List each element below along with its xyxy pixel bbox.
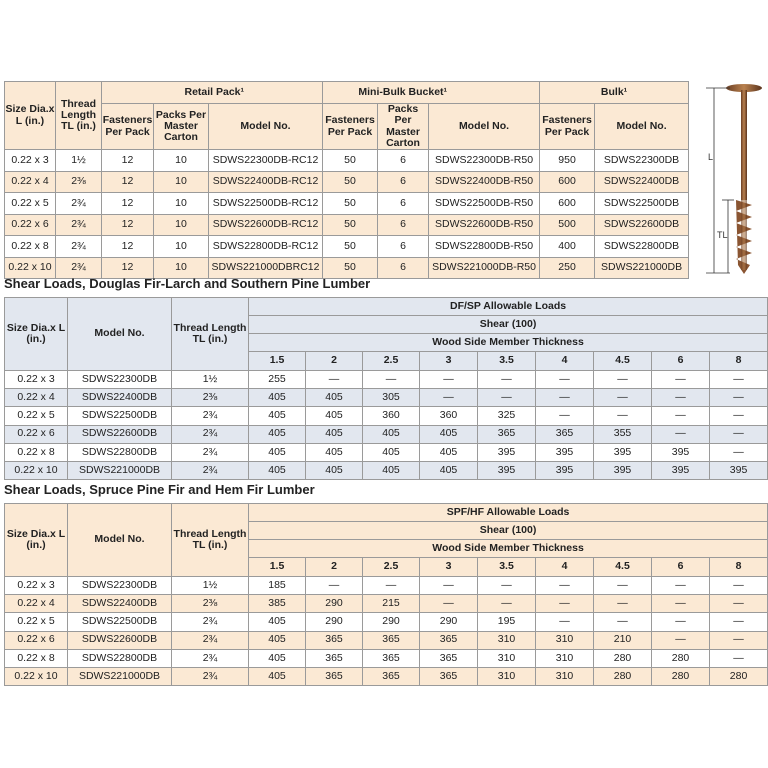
screw-diagram	[700, 78, 764, 278]
table-cell: 405	[306, 461, 363, 479]
thickness-col-header: 4.5	[594, 558, 652, 577]
table-cell: 310	[536, 649, 594, 667]
table-cell: 395	[594, 443, 652, 461]
table-cell: 0.22 x 6	[5, 214, 56, 236]
table-cell: 405	[249, 649, 306, 667]
table-cell: 50	[323, 150, 378, 172]
table-cell: —	[652, 631, 710, 649]
shear-header: Shear (100)	[249, 522, 768, 540]
table-cell: 405	[306, 389, 363, 407]
bulk-header: Bulk¹	[540, 82, 689, 104]
table-cell: 280	[710, 667, 768, 685]
table-cell: 0.22 x 5	[5, 613, 68, 631]
table-cell: 405	[306, 443, 363, 461]
table-cell: 12	[102, 236, 154, 258]
table-cell: 6	[378, 193, 429, 215]
table-cell: 2¾	[172, 667, 249, 685]
table-cell: SDWS221000DBRC12	[209, 257, 323, 279]
table-cell: —	[478, 389, 536, 407]
table-cell: 0.22 x 4	[5, 389, 68, 407]
table-cell: 0.22 x 3	[5, 150, 56, 172]
table-cell: 405	[249, 425, 306, 443]
table-cell: 0.22 x 6	[5, 631, 68, 649]
table-cell: 950	[540, 150, 595, 172]
table-cell: 405	[306, 425, 363, 443]
thickness-col-header: 2.5	[363, 352, 420, 371]
table-cell: SDWS22500DB-RC12	[209, 193, 323, 215]
table-cell: 365	[306, 667, 363, 685]
table-cell: 12	[102, 257, 154, 279]
table-cell: 365	[363, 649, 420, 667]
table-cell: 215	[363, 595, 420, 613]
table-cell: 600	[540, 171, 595, 193]
table-cell: 405	[363, 443, 420, 461]
table-cell: 280	[652, 667, 710, 685]
table-cell: 310	[478, 649, 536, 667]
table-cell: 405	[363, 461, 420, 479]
table-cell: 325	[478, 407, 536, 425]
table-cell: SDWS22300DB-R50	[429, 150, 540, 172]
col-model-header: Model No.	[68, 504, 172, 577]
table-cell: 10	[154, 236, 209, 258]
thickness-col-header: 8	[710, 352, 768, 371]
table-row	[5, 443, 768, 461]
table-cell: —	[710, 443, 768, 461]
table-row	[5, 649, 768, 667]
table-cell: 12	[102, 193, 154, 215]
table-cell: 12	[102, 150, 154, 172]
packaging-table	[4, 81, 689, 279]
table-cell: —	[363, 371, 420, 389]
table-cell: 405	[249, 667, 306, 685]
table-cell: 405	[249, 443, 306, 461]
table-cell: SDWS22600DB	[595, 214, 689, 236]
thickness-col-header: 2	[306, 558, 363, 577]
table-cell: —	[594, 613, 652, 631]
table-cell: 50	[323, 257, 378, 279]
table-cell: 2¾	[172, 425, 249, 443]
table-cell: 365	[306, 649, 363, 667]
table-cell: 12	[102, 171, 154, 193]
table-cell: —	[652, 407, 710, 425]
table-row	[5, 425, 768, 443]
thickness-col-header: 3.5	[478, 352, 536, 371]
table-cell: SDWS22800DB	[68, 649, 172, 667]
table-cell: 0.22 x 6	[5, 425, 68, 443]
table-cell: —	[306, 371, 363, 389]
table-cell: 310	[478, 631, 536, 649]
table-cell: SDWS22400DB	[68, 389, 172, 407]
retail-packs-header: Packs Per Master Carton	[154, 104, 209, 150]
thickness-col-header: 6	[652, 352, 710, 371]
table-cell: 305	[363, 389, 420, 407]
table-cell: SDWS22800DB-RC12	[209, 236, 323, 258]
table-cell: SDWS22300DB-RC12	[209, 150, 323, 172]
thickness-col-header: 4.5	[594, 352, 652, 371]
table-row	[5, 667, 768, 685]
table-cell: —	[363, 577, 420, 595]
table-cell: 210	[594, 631, 652, 649]
col-size-header: Size Dia.x L (in.)	[5, 298, 68, 371]
thread-length-label: TL	[717, 230, 728, 240]
table-cell: 0.22 x 4	[5, 595, 68, 613]
table-row	[5, 613, 768, 631]
table-cell: 6	[378, 150, 429, 172]
table-cell: —	[594, 371, 652, 389]
table-cell: 395	[478, 461, 536, 479]
table-cell: SDWS22300DB	[68, 371, 172, 389]
table-cell: 6	[378, 171, 429, 193]
table-cell: —	[536, 613, 594, 631]
table-cell: 290	[420, 613, 478, 631]
table-cell: 2¾	[172, 613, 249, 631]
table-row	[5, 150, 689, 172]
table-cell: SDWS22800DB	[68, 443, 172, 461]
table-cell: 1½	[172, 577, 249, 595]
table-row	[5, 236, 689, 258]
table-cell: —	[478, 577, 536, 595]
thickness-col-header: 6	[652, 558, 710, 577]
table-cell: SDWS22500DB	[68, 407, 172, 425]
table-cell: 360	[363, 407, 420, 425]
table-cell: SDWS221000DB	[595, 257, 689, 279]
table-cell: 405	[249, 613, 306, 631]
table-cell: —	[710, 595, 768, 613]
table-cell: SDWS22400DB-RC12	[209, 171, 323, 193]
table-cell: —	[420, 577, 478, 595]
col-thread-header: Thread Length TL (in.)	[172, 298, 249, 371]
allowable-loads-header: SPF/HF Allowable Loads	[249, 504, 768, 522]
table-cell: —	[710, 613, 768, 631]
thickness-col-header: 3.5	[478, 558, 536, 577]
table-cell: 6	[378, 214, 429, 236]
table-cell: SDWS22600DB-RC12	[209, 214, 323, 236]
table-cell: 395	[652, 461, 710, 479]
table-cell: 310	[536, 631, 594, 649]
table-cell: SDWS221000DB	[68, 461, 172, 479]
table-cell: 0.22 x 10	[5, 257, 56, 279]
table-cell: —	[710, 649, 768, 667]
retail-fasteners-header: Fasteners Per Pack	[102, 104, 154, 150]
table-cell: 405	[249, 461, 306, 479]
table-cell: 250	[540, 257, 595, 279]
table-cell: 2¾	[56, 193, 102, 215]
table-cell: 10	[154, 257, 209, 279]
table-cell: 280	[594, 649, 652, 667]
table-cell: —	[710, 407, 768, 425]
table-cell: 12	[102, 214, 154, 236]
table-cell: SDWS22600DB	[68, 631, 172, 649]
table-cell: 2¾	[172, 407, 249, 425]
table-row	[5, 389, 768, 407]
table-row	[5, 595, 768, 613]
mini-bulk-header: Mini-Bulk Bucket¹	[323, 82, 540, 104]
table-cell: 195	[478, 613, 536, 631]
table-cell: SDWS221000DB	[68, 667, 172, 685]
table-cell: 2¾	[56, 257, 102, 279]
table-row	[5, 171, 689, 193]
table-cell: SDWS22500DB	[595, 193, 689, 215]
table-cell: 290	[306, 595, 363, 613]
table-cell: 10	[154, 193, 209, 215]
table-cell: 0.22 x 4	[5, 171, 56, 193]
table-cell: —	[594, 595, 652, 613]
shear-header: Shear (100)	[249, 316, 768, 334]
table-cell: 50	[323, 171, 378, 193]
table-cell: 2¾	[172, 461, 249, 479]
table-cell: 290	[306, 613, 363, 631]
table-cell: 365	[363, 667, 420, 685]
length-label: L	[708, 152, 714, 162]
table-cell: 310	[536, 667, 594, 685]
table-cell: 395	[536, 443, 594, 461]
col-size-header: Size Dia.x L (in.)	[5, 82, 56, 150]
table-cell: —	[536, 389, 594, 407]
spfhf-title: Shear Loads, Spruce Pine Fir and Hem Fir Lumber	[4, 482, 315, 497]
table-cell: 405	[420, 425, 478, 443]
table-cell: 365	[420, 649, 478, 667]
table-row	[5, 371, 768, 389]
thickness-col-header: 3	[420, 558, 478, 577]
table-cell: 395	[652, 443, 710, 461]
table-cell: 6	[378, 236, 429, 258]
thickness-col-header: 2.5	[363, 558, 420, 577]
col-size-header: Size Dia.x L (in.)	[5, 504, 68, 577]
table-cell: —	[710, 389, 768, 407]
table-cell: 280	[594, 667, 652, 685]
col-thread-header: Thread Length TL (in.)	[172, 504, 249, 577]
bulk-model-header: Model No.	[595, 104, 689, 150]
table-cell: 2⅜	[172, 389, 249, 407]
thickness-header: Wood Side Member Thickness	[249, 540, 768, 558]
table-cell: 2¾	[56, 214, 102, 236]
table-cell: 6	[378, 257, 429, 279]
table-cell: SDWS22400DB	[595, 171, 689, 193]
table-cell: 10	[154, 150, 209, 172]
table-cell: 185	[249, 577, 306, 595]
table-cell: —	[536, 371, 594, 389]
bucket-fasteners-header: Fasteners Per Pack	[323, 104, 378, 150]
table-cell: —	[420, 595, 478, 613]
allowable-loads-header: DF/SP Allowable Loads	[249, 298, 768, 316]
table-cell: —	[652, 371, 710, 389]
table-cell: 395	[536, 461, 594, 479]
table-cell: —	[594, 407, 652, 425]
table-cell: 500	[540, 214, 595, 236]
table-cell: —	[652, 613, 710, 631]
table-cell: 255	[249, 371, 306, 389]
table-cell: —	[710, 631, 768, 649]
thickness-col-header: 1.5	[249, 558, 306, 577]
table-cell: —	[652, 577, 710, 595]
table-cell: SDWS22400DB	[68, 595, 172, 613]
table-cell: —	[478, 371, 536, 389]
table-cell: —	[652, 389, 710, 407]
table-cell: SDWS221000DB-R50	[429, 257, 540, 279]
table-cell: 405	[363, 425, 420, 443]
table-cell: 365	[536, 425, 594, 443]
table-cell: 10	[154, 171, 209, 193]
table-cell: 400	[540, 236, 595, 258]
table-row	[5, 461, 768, 479]
table-cell: 2¾	[172, 631, 249, 649]
bucket-model-header: Model No.	[429, 104, 540, 150]
table-row	[5, 214, 689, 236]
table-cell: 360	[420, 407, 478, 425]
thickness-col-header: 3	[420, 352, 478, 371]
table-cell: 0.22 x 8	[5, 236, 56, 258]
thickness-col-header: 4	[536, 352, 594, 371]
table-cell: —	[594, 389, 652, 407]
table-cell: SDWS22300DB	[595, 150, 689, 172]
dfsp-shear-table	[4, 297, 768, 480]
table-cell: 310	[478, 667, 536, 685]
bulk-fasteners-header: Fasteners Per Pack	[540, 104, 595, 150]
table-cell: —	[536, 407, 594, 425]
table-cell: —	[652, 425, 710, 443]
table-cell: 2⅜	[56, 171, 102, 193]
table-cell: SDWS22800DB	[595, 236, 689, 258]
table-cell: 50	[323, 193, 378, 215]
table-cell: 1½	[56, 150, 102, 172]
table-cell: SDWS22300DB	[68, 577, 172, 595]
table-row	[5, 631, 768, 649]
table-cell: 365	[420, 667, 478, 685]
table-cell: 0.22 x 8	[5, 443, 68, 461]
table-cell: 0.22 x 3	[5, 371, 68, 389]
retail-pack-header: Retail Pack¹	[102, 82, 323, 104]
table-cell: SDWS22500DB-R50	[429, 193, 540, 215]
col-model-header: Model No.	[68, 298, 172, 371]
table-cell: —	[710, 371, 768, 389]
table-cell: —	[710, 577, 768, 595]
thickness-col-header: 4	[536, 558, 594, 577]
table-cell: 50	[323, 214, 378, 236]
table-cell: 1½	[172, 371, 249, 389]
thickness-col-header: 2	[306, 352, 363, 371]
table-cell: 395	[478, 443, 536, 461]
thickness-col-header: 1.5	[249, 352, 306, 371]
table-cell: —	[536, 595, 594, 613]
table-cell: —	[478, 595, 536, 613]
table-cell: —	[594, 577, 652, 595]
table-cell: 405	[249, 407, 306, 425]
table-cell: 405	[249, 389, 306, 407]
col-thread-header: Thread Length TL (in.)	[56, 82, 102, 150]
table-cell: SDWS22500DB	[68, 613, 172, 631]
table-cell: 0.22 x 10	[5, 667, 68, 685]
table-cell: 50	[323, 236, 378, 258]
table-cell: 405	[306, 407, 363, 425]
table-row	[5, 193, 689, 215]
table-cell: 2⅜	[172, 595, 249, 613]
table-cell: 405	[249, 631, 306, 649]
table-cell: 0.22 x 5	[5, 407, 68, 425]
table-cell: SDWS22600DB-R50	[429, 214, 540, 236]
table-cell: 365	[306, 631, 363, 649]
table-cell: 365	[478, 425, 536, 443]
table-cell: —	[306, 577, 363, 595]
table-row	[5, 407, 768, 425]
table-cell: 0.22 x 3	[5, 577, 68, 595]
table-cell: 0.22 x 8	[5, 649, 68, 667]
table-cell: 10	[154, 214, 209, 236]
table-cell: 385	[249, 595, 306, 613]
table-cell: —	[652, 595, 710, 613]
table-cell: 405	[420, 461, 478, 479]
table-cell: 405	[420, 443, 478, 461]
table-cell: —	[420, 389, 478, 407]
table-cell: SDWS22800DB-R50	[429, 236, 540, 258]
table-cell: 2¾	[172, 443, 249, 461]
spfhf-shear-table	[4, 503, 768, 686]
thickness-col-header: 8	[710, 558, 768, 577]
thickness-header: Wood Side Member Thickness	[249, 334, 768, 352]
bucket-packs-header: Packs Per Master Carton	[378, 104, 429, 150]
table-cell: 290	[363, 613, 420, 631]
table-cell: 0.22 x 5	[5, 193, 56, 215]
table-cell: 355	[594, 425, 652, 443]
table-cell: SDWS22400DB-R50	[429, 171, 540, 193]
table-cell: 365	[420, 631, 478, 649]
retail-model-header: Model No.	[209, 104, 323, 150]
table-cell: —	[710, 425, 768, 443]
table-cell: 0.22 x 10	[5, 461, 68, 479]
screw-shank	[741, 90, 747, 200]
table-cell: 365	[363, 631, 420, 649]
table-cell: —	[536, 577, 594, 595]
table-cell: 2¾	[172, 649, 249, 667]
table-cell: 280	[652, 649, 710, 667]
table-cell: 600	[540, 193, 595, 215]
table-cell: 395	[594, 461, 652, 479]
dfsp-title: Shear Loads, Douglas Fir-Larch and Southern Pine Lumber	[4, 276, 371, 291]
table-cell: SDWS22600DB	[68, 425, 172, 443]
table-cell: 2¾	[56, 236, 102, 258]
table-row	[5, 577, 768, 595]
table-cell: —	[420, 371, 478, 389]
table-cell: 395	[710, 461, 768, 479]
